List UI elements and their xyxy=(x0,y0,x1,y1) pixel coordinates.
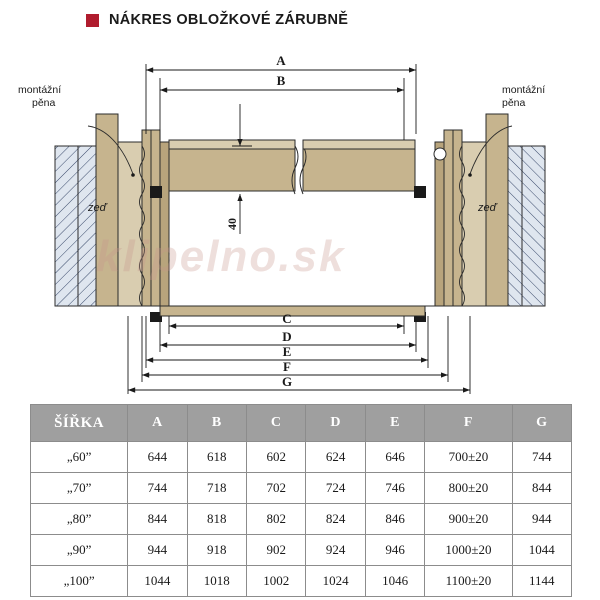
watermark: klipelno.sk xyxy=(96,232,346,281)
dimension-label-40: 40 xyxy=(225,218,239,230)
table-row xyxy=(31,566,572,597)
cell-d: 724 xyxy=(306,473,365,504)
table-header-c: C xyxy=(247,405,306,442)
cell-g: 944 xyxy=(512,504,571,535)
cell-f: 900±20 xyxy=(425,504,512,535)
cell-a: 1044 xyxy=(128,566,187,597)
wall-label-left: zeď xyxy=(88,202,107,214)
cell-a: 644 xyxy=(128,442,187,473)
title-bullet-icon xyxy=(86,14,99,27)
cell-a: 744 xyxy=(128,473,187,504)
cell-b: 918 xyxy=(187,535,246,566)
cell-c: 902 xyxy=(247,535,306,566)
cell-f: 800±20 xyxy=(425,473,512,504)
row-label: „90” xyxy=(31,535,128,566)
foam-label-right-line2: pěna xyxy=(502,97,526,109)
specification-table xyxy=(30,404,572,597)
cell-a: 844 xyxy=(128,504,187,535)
cell-c: 702 xyxy=(247,473,306,504)
cell-b: 618 xyxy=(187,442,246,473)
foam-label-left-line1: montážní xyxy=(18,84,62,96)
cell-d: 624 xyxy=(306,442,365,473)
cell-c: 802 xyxy=(247,504,306,535)
row-label: „70” xyxy=(31,473,128,504)
cell-c: 602 xyxy=(247,442,306,473)
foam-label-left-line2: pěna xyxy=(32,97,56,109)
cell-b: 818 xyxy=(187,504,246,535)
cell-g: 744 xyxy=(512,442,571,473)
dimension-label-A: A xyxy=(276,53,286,68)
table-row xyxy=(31,473,572,504)
wall-label-right: zeď xyxy=(478,202,497,214)
table-header-d: D xyxy=(306,405,365,442)
cell-g: 1044 xyxy=(512,535,571,566)
cell-b: 1018 xyxy=(187,566,246,597)
table-header-a: A xyxy=(128,405,187,442)
dimension-label-D: D xyxy=(282,329,292,344)
table-row xyxy=(31,535,572,566)
table-header-sirka: ŠÍŘKA xyxy=(31,405,128,442)
cell-e: 846 xyxy=(365,504,424,535)
table-header-row xyxy=(31,405,572,442)
cell-d: 824 xyxy=(306,504,365,535)
cell-d: 1024 xyxy=(306,566,365,597)
dimension-label-G: G xyxy=(281,374,293,389)
dimension-label-C: C xyxy=(282,311,292,326)
foam-label-right-line1: montážní xyxy=(502,84,546,96)
technical-drawing xyxy=(0,34,600,394)
table-header-b: B xyxy=(187,405,246,442)
table-header-g: G xyxy=(512,405,571,442)
cell-g: 844 xyxy=(512,473,571,504)
dimension-label-E: E xyxy=(282,344,292,359)
cell-e: 646 xyxy=(365,442,424,473)
cell-f: 700±20 xyxy=(425,442,512,473)
table-row xyxy=(31,504,572,535)
table-row xyxy=(31,442,572,473)
row-label: „100” xyxy=(31,566,128,597)
cell-a: 944 xyxy=(128,535,187,566)
cell-e: 1046 xyxy=(365,566,424,597)
dimension-label-F: F xyxy=(283,359,291,374)
table-header-f: F xyxy=(425,405,512,442)
cell-b: 718 xyxy=(187,473,246,504)
dimension-label-B: B xyxy=(276,73,286,88)
cell-e: 746 xyxy=(365,473,424,504)
cell-c: 1002 xyxy=(247,566,306,597)
table-header-e: E xyxy=(365,405,424,442)
cell-f: 1100±20 xyxy=(425,566,512,597)
title-text: NÁKRES OBLOŽKOVÉ ZÁRUBNĚ xyxy=(109,12,349,28)
cell-g: 1144 xyxy=(512,566,571,597)
row-label: „80” xyxy=(31,504,128,535)
cell-f: 1000±20 xyxy=(425,535,512,566)
page-title xyxy=(86,12,348,28)
cell-e: 946 xyxy=(365,535,424,566)
cell-d: 924 xyxy=(306,535,365,566)
row-label: „60” xyxy=(31,442,128,473)
